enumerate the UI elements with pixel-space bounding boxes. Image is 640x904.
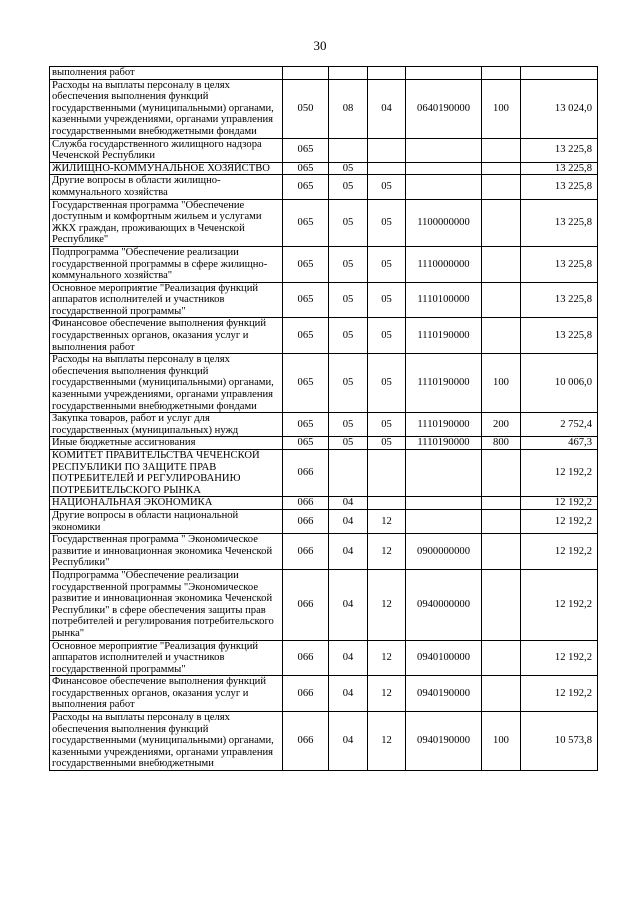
expense-type-code-cell	[482, 640, 521, 676]
table-row	[50, 413, 598, 437]
podrazdel-code-cell: 12	[368, 640, 406, 676]
expense-type-code-cell: 100	[482, 354, 521, 413]
row-name-cell: Закупка товаров, работ и услуг для государственных (муниципальных) нужд	[50, 413, 283, 437]
vedomstvo-code-cell: 065	[283, 437, 329, 450]
table-row	[50, 282, 598, 318]
amount-cell: 467,3	[521, 437, 598, 450]
podrazdel-code-cell	[368, 450, 406, 497]
razdel-code-cell	[329, 450, 368, 497]
row-name-cell: Финансовое обеспечение выполнения функций государственных органов, оказания услуг и выполнения работ	[50, 318, 283, 354]
target-article-code-cell: 1110190000	[406, 318, 482, 354]
table-row	[50, 534, 598, 570]
target-article-code-cell	[406, 450, 482, 497]
row-name-cell: ЖИЛИЩНО-КОММУНАЛЬНОЕ ХОЗЯЙСТВО	[50, 162, 283, 175]
expense-type-code-cell: 100	[482, 79, 521, 138]
expense-type-code-cell	[482, 450, 521, 497]
table-row	[50, 175, 598, 199]
podrazdel-code-cell: 05	[368, 282, 406, 318]
podrazdel-code-cell: 12	[368, 569, 406, 640]
podrazdel-code-cell	[368, 138, 406, 162]
target-article-code-cell: 0900000000	[406, 534, 482, 570]
row-name-cell: НАЦИОНАЛЬНАЯ ЭКОНОМИКА	[50, 497, 283, 510]
target-article-code-cell: 1110190000	[406, 354, 482, 413]
podrazdel-code-cell: 12	[368, 509, 406, 533]
razdel-code-cell: 05	[329, 282, 368, 318]
amount-cell: 12 192,2	[521, 509, 598, 533]
amount-cell: 10 006,0	[521, 354, 598, 413]
table-row	[50, 318, 598, 354]
expense-type-code-cell: 800	[482, 437, 521, 450]
row-name-cell: Государственная программа "Обеспечение доступным и комфортным жильем и услугами ЖКХ граждан, проживающих в Чеченской Республике"	[50, 199, 283, 246]
podrazdel-code-cell: 12	[368, 676, 406, 712]
row-name-cell: Расходы на выплаты персоналу в целях обеспечения выполнения функций государственными (муниципальными) органами, казенными учреждениями, органами управления государственными внебюджетными фондами	[50, 79, 283, 138]
podrazdel-code-cell: 05	[368, 246, 406, 282]
expense-type-code-cell	[482, 138, 521, 162]
razdel-code-cell	[329, 67, 368, 80]
vedomstvo-code-cell: 065	[283, 318, 329, 354]
amount-cell: 13 225,8	[521, 138, 598, 162]
target-article-code-cell: 0640190000	[406, 79, 482, 138]
expense-type-code-cell	[482, 318, 521, 354]
podrazdel-code-cell: 05	[368, 437, 406, 450]
table-row	[50, 246, 598, 282]
amount-cell: 12 192,2	[521, 640, 598, 676]
expense-type-code-cell	[482, 199, 521, 246]
expense-type-code-cell: 100	[482, 712, 521, 771]
table-row	[50, 138, 598, 162]
vedomstvo-code-cell: 066	[283, 676, 329, 712]
target-article-code-cell	[406, 138, 482, 162]
amount-cell: 13 024,0	[521, 79, 598, 138]
row-name-cell: Основное мероприятие "Реализация функций аппаратов исполнителей и участников государственной программы"	[50, 640, 283, 676]
table-row	[50, 640, 598, 676]
amount-cell	[521, 67, 598, 80]
table-row	[50, 67, 598, 80]
vedomstvo-code-cell: 065	[283, 162, 329, 175]
podrazdel-code-cell: 12	[368, 534, 406, 570]
podrazdel-code-cell	[368, 67, 406, 80]
target-article-code-cell: 0940000000	[406, 569, 482, 640]
amount-cell: 2 752,4	[521, 413, 598, 437]
razdel-code-cell: 05	[329, 413, 368, 437]
target-article-code-cell	[406, 497, 482, 510]
vedomstvo-code-cell: 065	[283, 175, 329, 199]
razdel-code-cell: 05	[329, 162, 368, 175]
podrazdel-code-cell: 05	[368, 318, 406, 354]
amount-cell: 13 225,8	[521, 199, 598, 246]
row-name-cell: Другие вопросы в области национальной экономики	[50, 509, 283, 533]
row-name-cell: Основное мероприятие "Реализация функций аппаратов исполнителей и участников государственной программы"	[50, 282, 283, 318]
budget-table	[49, 66, 598, 771]
razdel-code-cell: 05	[329, 354, 368, 413]
expense-type-code-cell	[482, 534, 521, 570]
target-article-code-cell	[406, 509, 482, 533]
vedomstvo-code-cell: 066	[283, 569, 329, 640]
amount-cell: 10 573,8	[521, 712, 598, 771]
vedomstvo-code-cell: 066	[283, 712, 329, 771]
expense-type-code-cell	[482, 509, 521, 533]
expense-type-code-cell	[482, 246, 521, 282]
row-name-cell: Подпрограмма "Обеспечение реализации государственной программы "Экономическое развитие и инновационная экономика Чеченской Республики" в сфере обеспечения защиты прав потребителей и регулирования потребительского рынка"	[50, 569, 283, 640]
razdel-code-cell: 04	[329, 676, 368, 712]
podrazdel-code-cell: 04	[368, 79, 406, 138]
target-article-code-cell	[406, 162, 482, 175]
vedomstvo-code-cell: 065	[283, 246, 329, 282]
row-name-cell: Служба государственного жилищного надзора Чеченской Республики	[50, 138, 283, 162]
expense-type-code-cell	[482, 282, 521, 318]
vedomstvo-code-cell: 065	[283, 138, 329, 162]
razdel-code-cell: 04	[329, 712, 368, 771]
razdel-code-cell: 08	[329, 79, 368, 138]
table-row	[50, 509, 598, 533]
vedomstvo-code-cell	[283, 67, 329, 80]
table-body	[50, 67, 598, 771]
amount-cell: 12 192,2	[521, 676, 598, 712]
target-article-code-cell: 0940190000	[406, 712, 482, 771]
table-row	[50, 569, 598, 640]
row-name-cell: Финансовое обеспечение выполнения функций государственных органов, оказания услуг и выполнения работ	[50, 676, 283, 712]
expense-type-code-cell	[482, 162, 521, 175]
target-article-code-cell: 1110190000	[406, 437, 482, 450]
amount-cell: 13 225,8	[521, 246, 598, 282]
table-row	[50, 79, 598, 138]
podrazdel-code-cell: 05	[368, 175, 406, 199]
razdel-code-cell: 04	[329, 569, 368, 640]
table-row	[50, 676, 598, 712]
row-name-cell: Другие вопросы в области жилищно-коммунального хозяйства	[50, 175, 283, 199]
vedomstvo-code-cell: 066	[283, 497, 329, 510]
amount-cell: 12 192,2	[521, 569, 598, 640]
razdel-code-cell: 05	[329, 199, 368, 246]
row-name-cell: Подпрограмма "Обеспечение реализации государственной программы в сфере жилищно-коммунального хозяйства"	[50, 246, 283, 282]
expense-type-code-cell	[482, 569, 521, 640]
expense-type-code-cell	[482, 175, 521, 199]
amount-cell: 13 225,8	[521, 282, 598, 318]
expense-type-code-cell	[482, 67, 521, 80]
target-article-code-cell: 1110190000	[406, 413, 482, 437]
vedomstvo-code-cell: 066	[283, 534, 329, 570]
target-article-code-cell: 1110000000	[406, 246, 482, 282]
target-article-code-cell: 1100000000	[406, 199, 482, 246]
table-row	[50, 450, 598, 497]
table-row	[50, 199, 598, 246]
podrazdel-code-cell	[368, 162, 406, 175]
vedomstvo-code-cell: 050	[283, 79, 329, 138]
row-name-cell: КОМИТЕТ ПРАВИТЕЛЬСТВА ЧЕЧЕНСКОЙ РЕСПУБЛИКИ ПО ЗАЩИТЕ ПРАВ ПОТРЕБИТЕЛЕЙ И РЕГУЛИРОВАНИЮ ПОТРЕБИТЕЛЬСКОГО РЫНКА	[50, 450, 283, 497]
podrazdel-code-cell: 05	[368, 354, 406, 413]
razdel-code-cell: 05	[329, 246, 368, 282]
vedomstvo-code-cell: 065	[283, 413, 329, 437]
podrazdel-code-cell	[368, 497, 406, 510]
amount-cell: 13 225,8	[521, 175, 598, 199]
vedomstvo-code-cell: 065	[283, 282, 329, 318]
vedomstvo-code-cell: 066	[283, 640, 329, 676]
amount-cell: 12 192,2	[521, 534, 598, 570]
amount-cell: 13 225,8	[521, 318, 598, 354]
target-article-code-cell: 1110100000	[406, 282, 482, 318]
target-article-code-cell: 0940100000	[406, 640, 482, 676]
podrazdel-code-cell: 05	[368, 413, 406, 437]
razdel-code-cell: 04	[329, 534, 368, 570]
razdel-code-cell: 04	[329, 497, 368, 510]
razdel-code-cell: 05	[329, 437, 368, 450]
expense-type-code-cell: 200	[482, 413, 521, 437]
row-name-cell: Расходы на выплаты персоналу в целях обеспечения выполнения функций государственными (муниципальными) органами, казенными учреждениями, органами управления государственными внебюджетными	[50, 712, 283, 771]
table-row	[50, 354, 598, 413]
podrazdel-code-cell: 05	[368, 199, 406, 246]
amount-cell: 12 192,2	[521, 450, 598, 497]
expense-type-code-cell	[482, 676, 521, 712]
row-name-cell: Иные бюджетные ассигнования	[50, 437, 283, 450]
razdel-code-cell: 05	[329, 318, 368, 354]
target-article-code-cell	[406, 67, 482, 80]
vedomstvo-code-cell: 065	[283, 199, 329, 246]
razdel-code-cell	[329, 138, 368, 162]
page-number: 30	[313, 38, 327, 53]
vedomstvo-code-cell: 065	[283, 354, 329, 413]
podrazdel-code-cell: 12	[368, 712, 406, 771]
razdel-code-cell: 04	[329, 640, 368, 676]
vedomstvo-code-cell: 066	[283, 450, 329, 497]
amount-cell: 12 192,2	[521, 497, 598, 510]
table-row	[50, 437, 598, 450]
row-name-cell: выполнения работ	[50, 67, 283, 80]
expense-type-code-cell	[482, 497, 521, 510]
target-article-code-cell: 0940190000	[406, 676, 482, 712]
table-row	[50, 712, 598, 771]
row-name-cell: Государственная программа " Экономическое развитие и инновационная экономика Чеченской Республики"	[50, 534, 283, 570]
razdel-code-cell: 05	[329, 175, 368, 199]
vedomstvo-code-cell: 066	[283, 509, 329, 533]
amount-cell: 13 225,8	[521, 162, 598, 175]
table-row	[50, 162, 598, 175]
razdel-code-cell: 04	[329, 509, 368, 533]
target-article-code-cell	[406, 175, 482, 199]
table-row	[50, 497, 598, 510]
row-name-cell: Расходы на выплаты персоналу в целях обеспечения выполнения функций государственными (муниципальными) органами, казенными учреждениями, органами управления государственными внебюджетными фондами	[50, 354, 283, 413]
